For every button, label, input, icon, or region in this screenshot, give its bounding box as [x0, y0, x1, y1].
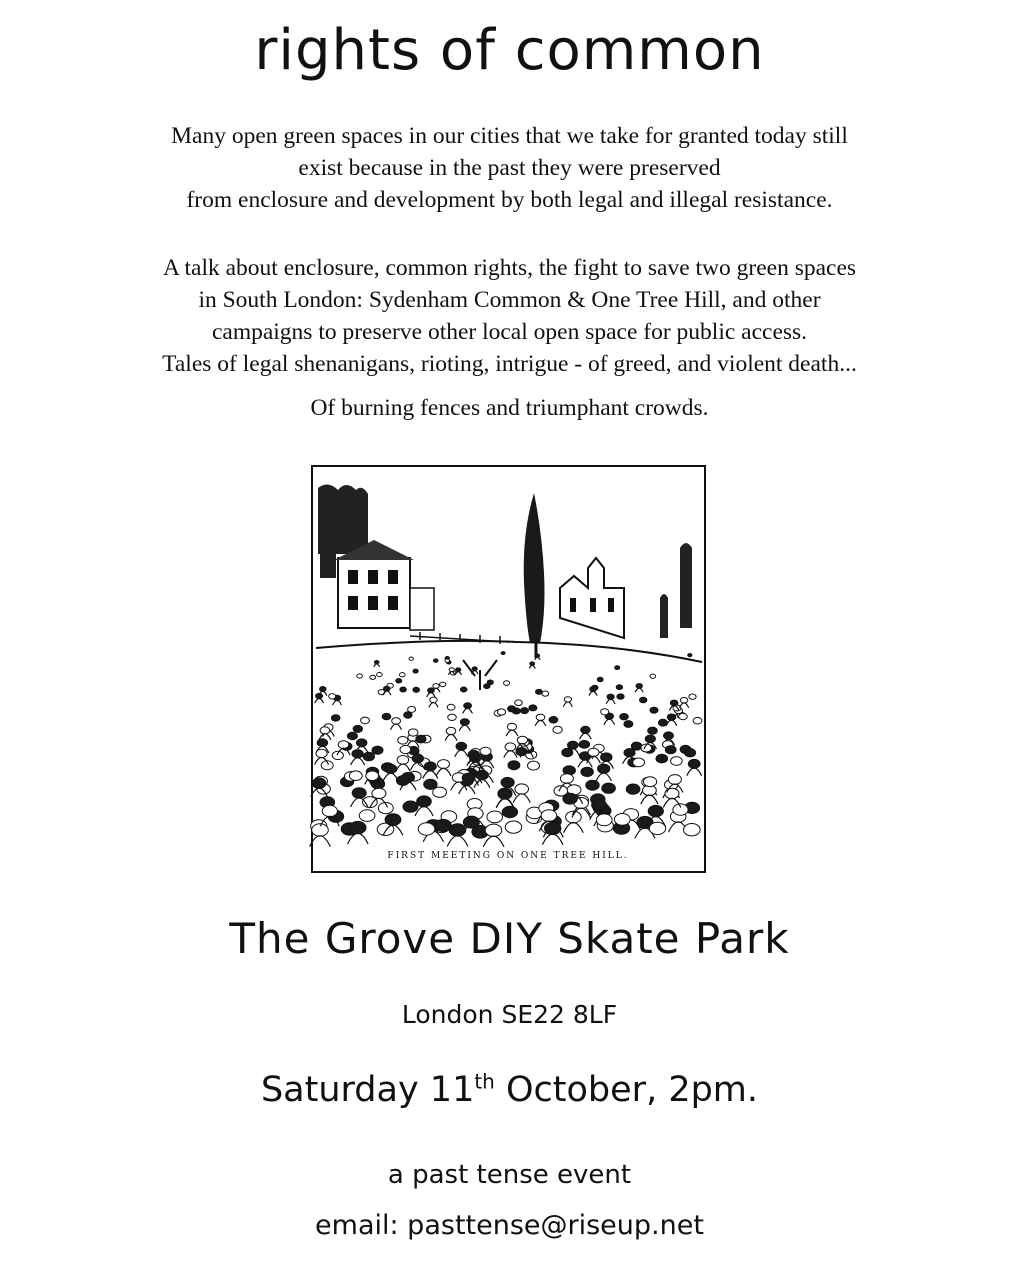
- crowd-figure: [588, 748, 599, 756]
- crowd-figure: [648, 805, 663, 816]
- crowd-figure: [521, 708, 529, 714]
- crowd-figure: [508, 761, 520, 770]
- crowd-figure: [516, 748, 527, 756]
- crowd-figure: [616, 685, 622, 690]
- crowd-figure: [416, 735, 426, 743]
- talk-line: A talk about enclosure, common rights, the fight to save two green spaces: [162, 255, 857, 281]
- crowd-figure: [447, 704, 455, 710]
- talk-line: campaigns to preserve other local open space for public access.: [211, 319, 808, 345]
- crowd-figure: [564, 697, 571, 702]
- crowd-figure: [553, 726, 562, 733]
- crowd-figure: [338, 741, 349, 749]
- crowd-figure: [670, 700, 678, 706]
- crowd-figure: [363, 752, 374, 761]
- date-day: Saturday 11: [260, 1070, 475, 1110]
- crowd-figure: [357, 739, 367, 747]
- crowd-figure: [649, 822, 665, 834]
- venue-address: London SE22 8LF: [401, 1000, 618, 1029]
- crowd-figure: [679, 713, 688, 719]
- crowd-figure: [586, 780, 599, 790]
- crowd-figure: [480, 747, 491, 755]
- crowd-figure: [347, 732, 357, 739]
- intro-paragraph: [0, 120, 1019, 216]
- crowd-figure: [597, 677, 603, 681]
- crowd-figure: [689, 694, 696, 699]
- crowd-figure: [536, 689, 543, 694]
- crowd-figure: [598, 764, 610, 773]
- crowd-figure: [541, 810, 557, 822]
- crowd-figure: [468, 750, 479, 758]
- crowd-figure: [633, 758, 645, 767]
- contact-email: email: pasttense@riseup.net: [315, 1210, 704, 1241]
- crowd-figure: [501, 652, 505, 655]
- crowd-figure: [408, 706, 416, 712]
- crowd-figure: [352, 788, 366, 798]
- intro-line: exist because in the past they were preserved: [298, 155, 721, 181]
- crowd-figure: [377, 673, 383, 677]
- crowd-figure: [445, 659, 450, 662]
- crowd-engraving: [290, 448, 727, 888]
- crowd-figure: [438, 760, 450, 769]
- crowd-figure: [528, 761, 540, 770]
- talk-line: in South London: Sydenham Common & One Tree Hill, and other: [198, 287, 821, 313]
- crowd-figure: [392, 718, 401, 725]
- crowd-figure: [502, 806, 517, 817]
- crowd-figure: [545, 822, 561, 834]
- crowd-figure: [400, 687, 407, 692]
- crowd-figure: [517, 736, 527, 744]
- crowd-figure: [650, 707, 658, 713]
- crowd-figure: [316, 749, 327, 757]
- crowd-figure: [412, 754, 423, 763]
- crowd-figure: [385, 764, 397, 773]
- crowd-figure: [353, 725, 362, 732]
- crowd-figure: [462, 773, 475, 783]
- crowd-figure: [508, 706, 516, 712]
- crowd-figure: [568, 741, 579, 749]
- date-rest: October, 2pm.: [494, 1070, 759, 1110]
- crowd-figure: [667, 714, 676, 720]
- crowd-figure: [615, 666, 620, 670]
- venue-name: The Grove DIY Skate Park: [229, 914, 790, 963]
- event-host: a past tense event: [387, 1160, 632, 1190]
- crowd-figure: [417, 796, 432, 807]
- crowd-figure: [601, 753, 612, 762]
- crowd-figure: [656, 754, 668, 763]
- crowd-figure: [435, 819, 451, 831]
- crowd-figure: [671, 757, 683, 766]
- crowd-figure: [563, 793, 577, 804]
- crowd-figure: [460, 719, 469, 726]
- crowd-figure: [624, 749, 635, 757]
- crowd-figure: [372, 746, 383, 754]
- crowd-figure: [385, 814, 401, 826]
- crowd-figure: [592, 799, 607, 810]
- crowd-figure: [424, 779, 437, 789]
- crowd-figure: [485, 824, 502, 836]
- crowd-figure: [601, 709, 609, 715]
- crowd-figure: [331, 715, 340, 721]
- crowd-figure: [504, 681, 510, 686]
- crowd-figure: [403, 801, 418, 812]
- crowd-figure: [349, 771, 362, 781]
- crowd-figure: [464, 703, 472, 709]
- crowd-figure: [320, 687, 327, 692]
- crowd-figure: [329, 694, 336, 699]
- crowd-figure: [505, 743, 516, 751]
- crowd-figure: [433, 659, 438, 662]
- crowd-figure: [398, 737, 408, 745]
- crowd-figure: [361, 717, 370, 724]
- crowd-figure: [607, 694, 614, 699]
- crowd-figure: [397, 756, 409, 765]
- illustration-caption: FIRST MEETING ON ONE TREE HILL.: [387, 851, 629, 861]
- crowd-figure: [650, 674, 656, 678]
- crowd-figure: [372, 788, 386, 798]
- crowd-figure: [359, 810, 375, 822]
- closing-line: [0, 392, 1019, 424]
- crowd-figure: [665, 788, 679, 798]
- poster-title: rights of common: [254, 18, 765, 83]
- crowd-figure: [413, 669, 418, 673]
- crowd-figure: [624, 721, 633, 728]
- crowd-figure: [688, 759, 700, 768]
- crowd-figure: [668, 775, 681, 785]
- crowd-figure: [409, 657, 413, 660]
- crowd-figure: [640, 697, 647, 703]
- intro-line: from enclosure and development by both legal and illegal resistance.: [186, 187, 833, 213]
- crowd-figure: [413, 687, 420, 692]
- crowd-figure: [688, 654, 692, 657]
- crowd-figure: [313, 778, 326, 788]
- crowd-figure: [693, 717, 702, 724]
- crowd-figure: [536, 714, 545, 720]
- crowd-figure: [322, 805, 337, 816]
- crowd-figure: [602, 783, 616, 793]
- crowd-figure: [685, 749, 696, 757]
- crowd-figure: [487, 680, 493, 685]
- crowd-figure: [505, 821, 521, 833]
- crowd-figure: [626, 784, 640, 794]
- crowd-figure: [549, 717, 558, 724]
- crowd-figure: [352, 750, 363, 758]
- crowd-figure: [596, 814, 612, 826]
- crowd-figure: [579, 741, 590, 749]
- event-datetime: [0, 1070, 1019, 1110]
- crowd-figure: [357, 674, 363, 678]
- crowd-figure: [501, 777, 514, 787]
- crowd-figure: [498, 789, 512, 800]
- crowd-figure: [366, 771, 379, 781]
- crowd-figure: [507, 723, 516, 730]
- crowd-figure: [648, 727, 658, 734]
- crowd-figure: [614, 814, 630, 826]
- crowd-figure: [460, 687, 467, 692]
- crowd-figure: [515, 700, 523, 706]
- talk-line: Tales of legal shenanigans, rioting, intrigue - of greed, and violent death...: [162, 351, 857, 377]
- crowd-figure: [487, 811, 503, 823]
- crowd-figure: [680, 698, 687, 704]
- crowd-figure: [320, 727, 330, 734]
- crowd-figure: [430, 697, 437, 703]
- crowd-figure: [370, 675, 376, 679]
- crowd-figure: [617, 694, 624, 699]
- crowd-figure: [400, 745, 411, 753]
- crowd-figure: [446, 727, 456, 734]
- crowd-figure: [560, 774, 573, 784]
- crowd-figure: [515, 784, 529, 794]
- crowd-figure: [317, 739, 327, 747]
- historical-illustration: [290, 448, 727, 888]
- crowd-figure: [382, 713, 391, 719]
- crowd-figure: [418, 823, 435, 835]
- crowd-figure: [665, 746, 676, 754]
- crowd-figure: [396, 679, 402, 683]
- crowd-figure: [529, 705, 537, 711]
- crowd-figure: [542, 691, 549, 696]
- date-ordinal: th: [474, 1069, 495, 1094]
- crowd-figure: [581, 767, 593, 776]
- crowd-figure: [684, 824, 701, 836]
- crowd-figure: [350, 821, 366, 833]
- crowd-figure: [645, 735, 655, 743]
- crowd-figure: [497, 709, 505, 715]
- crowd-figure: [456, 742, 467, 750]
- crowd-figure: [644, 777, 657, 787]
- crowd-figure: [400, 673, 406, 677]
- crowd-figure: [620, 714, 629, 720]
- crowd-figure: [476, 770, 489, 780]
- intro-line: Many open green spaces in our cities that we take for granted today still: [171, 123, 848, 149]
- crowd-figure: [424, 762, 436, 771]
- talk-paragraph: [0, 252, 1019, 380]
- crowd-figure: [581, 726, 590, 733]
- closing-text: Of burning fences and triumphant crowds.: [310, 395, 709, 421]
- crowd-figure: [440, 682, 446, 687]
- crowd-figure: [408, 729, 418, 736]
- crowd-figure: [448, 714, 457, 720]
- crowd-figure: [664, 732, 674, 739]
- crowd-figure: [562, 748, 573, 756]
